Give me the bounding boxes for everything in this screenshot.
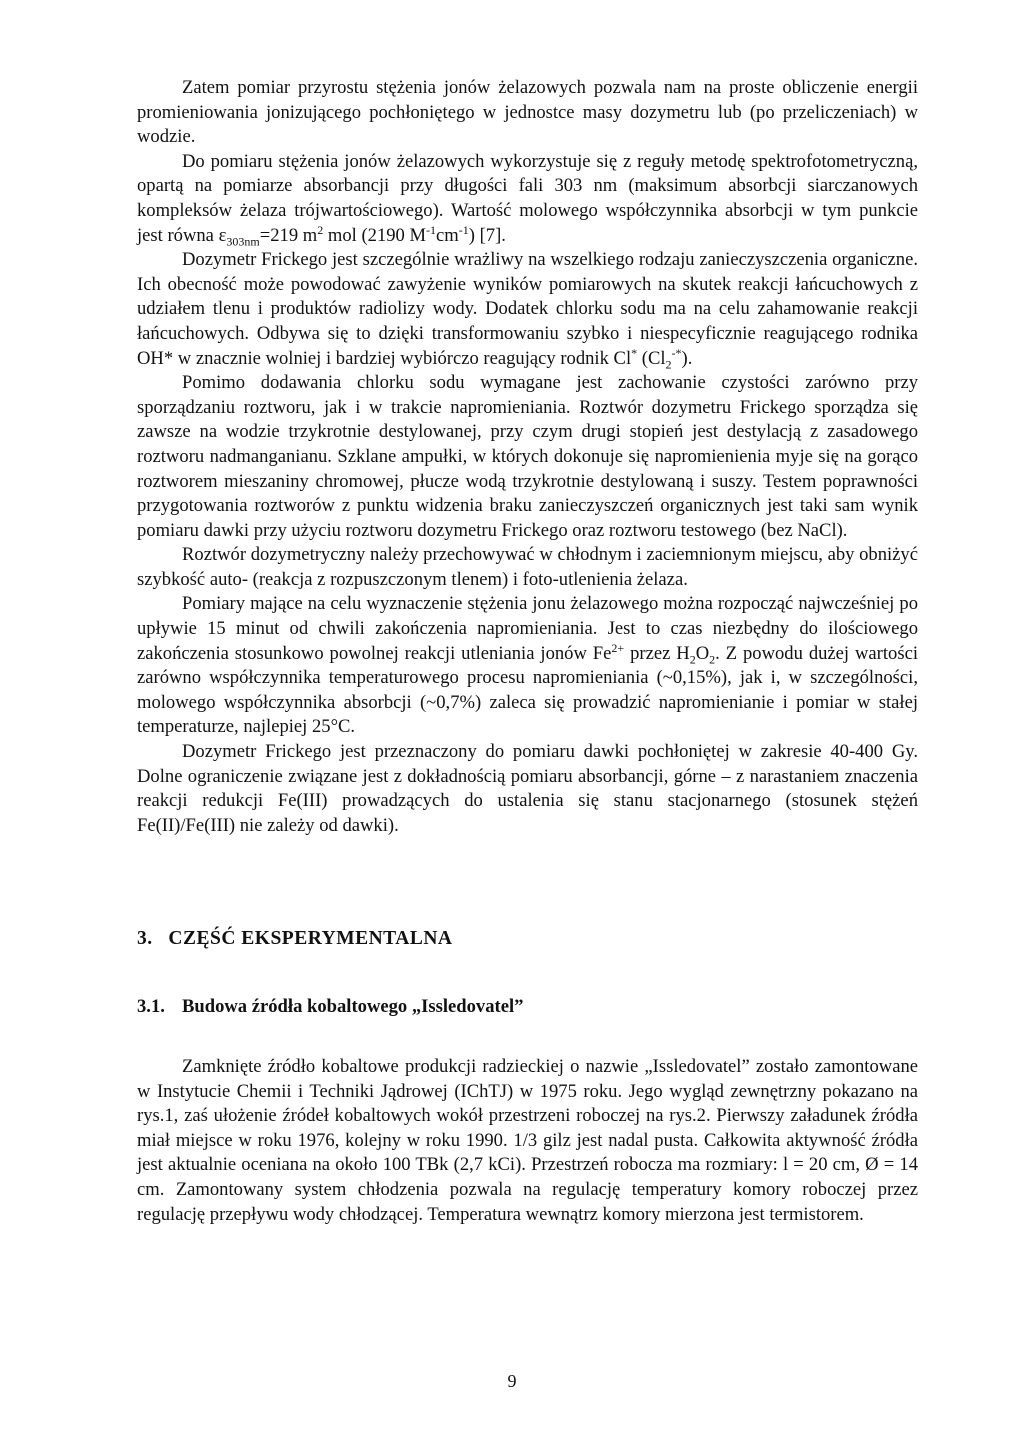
text-run: =219 m — [259, 224, 318, 246]
paragraph — [137, 76, 918, 150]
text-run: przez H — [624, 642, 690, 664]
text-run: O — [695, 642, 710, 664]
paragraph — [137, 543, 918, 592]
subscript: 2 — [665, 357, 672, 372]
section-heading — [137, 928, 453, 950]
body-text-bottom — [137, 1055, 918, 1227]
body-text-top — [137, 76, 918, 838]
text-run: ). — [681, 347, 693, 369]
paragraph — [137, 740, 918, 838]
subscript: 303nm — [226, 234, 260, 249]
text-run: Do pomiaru stężenia jonów żelazowych wykorzystuje się z reguły metodę spektrofotometryczną, opartą na pomiarze absorbancji przy długości fali 303 nm (maksimum absorbcji siarczanowych kompleksów żelaza trójwartościowego). Wartość molowego współczynnika absorbcji w tym punkcie jest równa ε — [137, 150, 918, 246]
paragraph — [137, 592, 918, 740]
subsection-title: Budowa źródła kobaltowego „Issledovatel” — [182, 996, 524, 1017]
text-run: ) [7]. — [468, 224, 506, 246]
paragraph — [137, 1055, 918, 1227]
subsection-number: 3.1. — [137, 996, 165, 1017]
superscript: 2+ — [611, 640, 625, 655]
text-run: Zatem pomiar przyrostu stężenia jonów żelazowych pozwala nam na proste obliczenie energii promieniowania jonizującego pochłoniętego w jednostce masy dozymetru lub (po przeliczeniach) w wodzie. — [137, 77, 918, 148]
superscript: 2 — [317, 222, 324, 237]
subscript: 2 — [689, 652, 696, 667]
text-run: Roztwór dozymetryczny należy przechowywać w chłodnym i zaciemnionym miejscu, aby obniżyć szybkość auto- (reakcja z rozpuszczonym tlenem) i foto-utlenienia żelaza. — [137, 544, 918, 590]
superscript: -* — [671, 345, 682, 360]
page-number: 9 — [507, 1371, 517, 1391]
text-run: . Z powodu dużej wartości zarówno współczynnika temperaturowego procesu napromieniania (~0,15%), jak i, w szczególności, molowego współczynnika absorbcji (~0,7%) zaleca się prowadzić napromienianie i pomiar w stałej temperaturze, najlepiej 25°C. — [137, 642, 918, 738]
superscript: -1 — [426, 222, 437, 237]
text-run: Zamknięte źródło kobaltowe produkcji radzieckiej o nazwie „Issledovatel” zostało zamontowane w Instytucie Chemii i Techniki Jądrowej (IChTJ) w 1975 roku. Jego wygląd zewnętrzny pokazano na rys.1, zaś ułożenie źródeł kobaltowych wokół przestrzeni roboczej na rys.2. Pierwszy załadunek źródła miał miejsce w roku 1976, kolejny w roku 1990. 1/3 gilz jest nadal pusta. Całkowita aktywność źródła jest aktualnie oceniana na około 100 TBk (2,7 kCi). Przestrzeń robocza ma rozmiary: l = 20 cm, Ø = 14 cm. Zamontowany system chłodzenia pozwala na regulację temperatury komory roboczej przez regulację przepływu wody chłodzącej. Temperatura wewnątrz komory mierzona jest termistorem. — [137, 1056, 918, 1225]
text-run: Pomimo dodawania chlorku sodu wymagane jest zachowanie czystości zarówno przy sporządzaniu roztworu, jak i w trakcie napromieniania. Roztwór dozymetru Frickego sporządza się zawsze na wodzie trzykrotnie destylowanej, przy czym drugi stopień jest destylacją z zasadowego roztworu nadmanganianu. Szklane ampułki, w których dokonuje się napromienienia myje się na gorąco roztworem mieszaniny chromowej, płucze wodą trzykrotnie destylowaną i suszy. Testem poprawności przygotowania roztworów z punktu widzenia braku zanieczyszczeń organicznych jest taki sam wynik pomiaru dawki przy użyciu roztworu dozymetru Frickego oraz roztworu testowego (bez NaCl). — [137, 372, 918, 541]
paragraph — [137, 150, 918, 248]
section-title: CZĘŚĆ EKSPERYMENTALNA — [168, 928, 453, 949]
text-run: (Cl — [637, 347, 666, 369]
subsection-heading — [137, 996, 523, 1018]
superscript: -1 — [458, 222, 469, 237]
superscript: * — [631, 345, 638, 360]
text-run: mol (2190 M — [323, 224, 427, 246]
text-run: Dozymetr Frickego jest przeznaczony do pomiaru dawki pochłoniętej w zakresie 40-400 Gy. Dolne ograniczenie związane jest z dokładnością pomiaru absorbancji, górne – z narastaniem znaczenia reakcji redukcji Fe(III) prowadzących do ustalenia się stanu stacjonarnego (stosunek stężeń Fe(II)/Fe(III) nie zależy od dawki). — [137, 741, 918, 836]
text-run: cm — [436, 224, 459, 246]
text-run: Pomiary mające na celu wyznaczenie stężenia jonu żelazowego można rozpocząć najwcześniej po upływie 15 minut od chwili zakończenia napromieniania. Jest to czas niezbędny do ilościowego zakończenia stosunkowo powolnej reakcji utleniania jonów Fe — [137, 593, 918, 664]
paragraph — [137, 248, 918, 371]
subscript: 2 — [709, 652, 716, 667]
text-run: Dozymetr Frickego jest szczególnie wrażliwy na wszelkiego rodzaju zanieczyszczenia organiczne. Ich obecność może powodować zawyżenie wyników pomiarowych na skutek reakcji łańcuchowych z udziałem tlenu i produktów radiolizy wody. Dodatek chlorku sodu ma na celu zahamowanie reakcji łańcuchowych. Odbywa się to dzięki transformowaniu szybko i niespecyficznie reagującego rodnika OH* w znacznie wolniej i bardziej wybiórczo reagujący rodnik Cl — [137, 249, 918, 369]
section-number: 3. — [137, 928, 153, 949]
paragraph — [137, 371, 918, 543]
